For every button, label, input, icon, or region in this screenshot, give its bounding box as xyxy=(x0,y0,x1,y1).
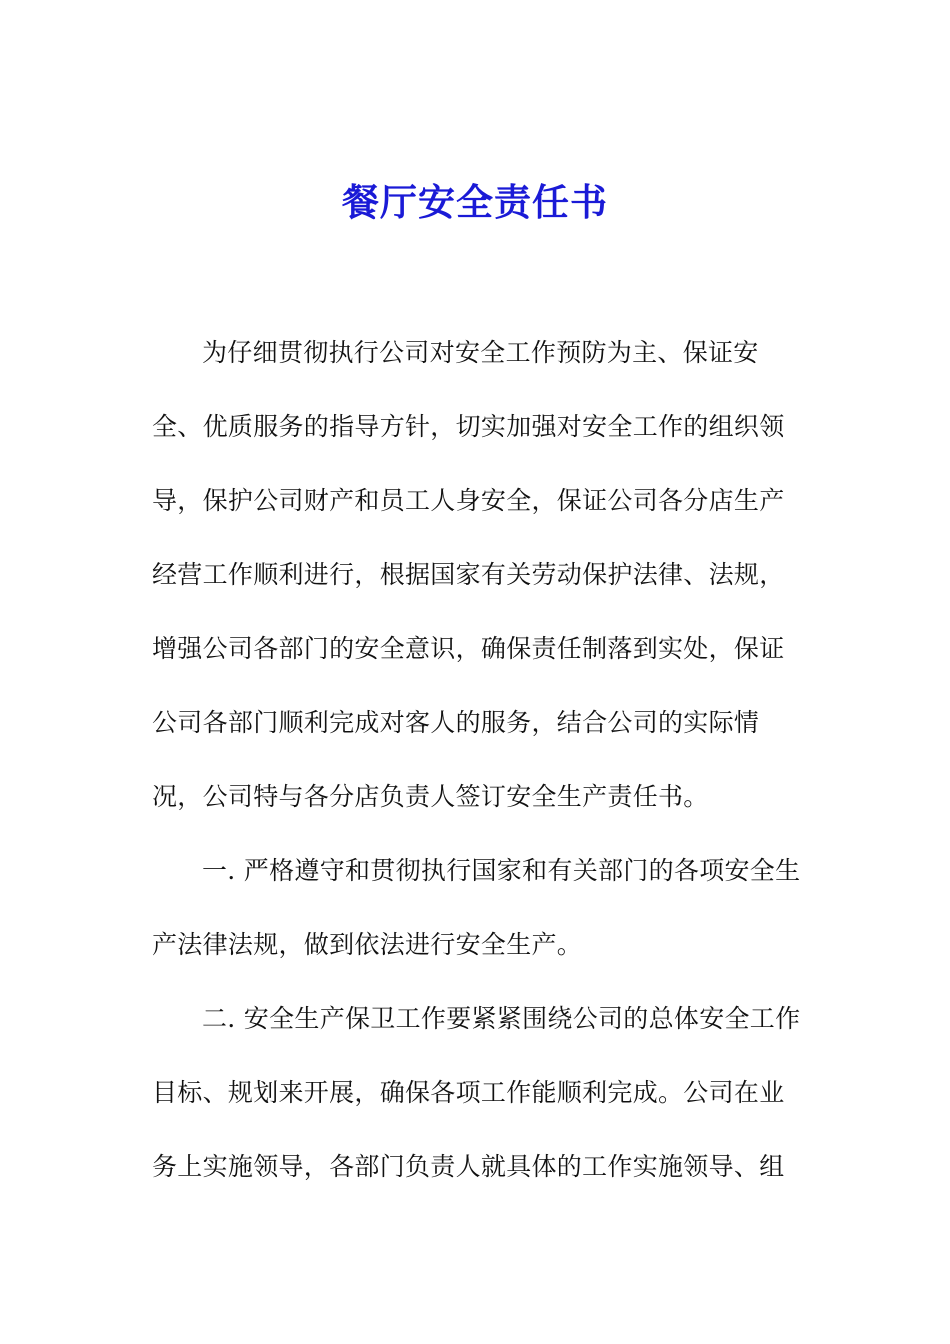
body-line: 目标、规划来开展，确保各项工作能顺利完成。公司在业 xyxy=(152,1078,785,1107)
body-line: 公司各部门顺利完成对客人的服务，结合公司的实际情 xyxy=(152,708,760,737)
body-line: 二. 安全生产保卫工作要紧紧围绕公司的总体安全工作 xyxy=(202,1004,801,1033)
document-body xyxy=(152,327,812,1215)
body-line: 导，保护公司财产和员工人身安全，保证公司各分店生产 xyxy=(152,486,785,515)
body-line: 经营工作顺利进行，根据国家有关劳动保护法律、法规， xyxy=(152,560,785,589)
body-line: 产法律法规，做到依法进行安全生产。 xyxy=(152,930,583,959)
body-line: 增强公司各部门的安全意识，确保责任制落到实处，保证 xyxy=(152,634,785,663)
body-line: 况，公司特与各分店负责人签订安全生产责任书。 xyxy=(152,782,709,811)
document-title: 餐厅安全责任书 xyxy=(342,180,608,224)
body-line: 一. 严格遵守和贯彻执行国家和有关部门的各项安全生 xyxy=(202,856,801,885)
body-line: 务上实施领导，各部门负责人就具体的工作实施领导、组 xyxy=(152,1152,785,1181)
body-line: 为仔细贯彻执行公司对安全工作预防为主、保证安 xyxy=(202,338,759,367)
body-line: 全、优质服务的指导方针，切实加强对安全工作的组织领 xyxy=(152,412,785,441)
